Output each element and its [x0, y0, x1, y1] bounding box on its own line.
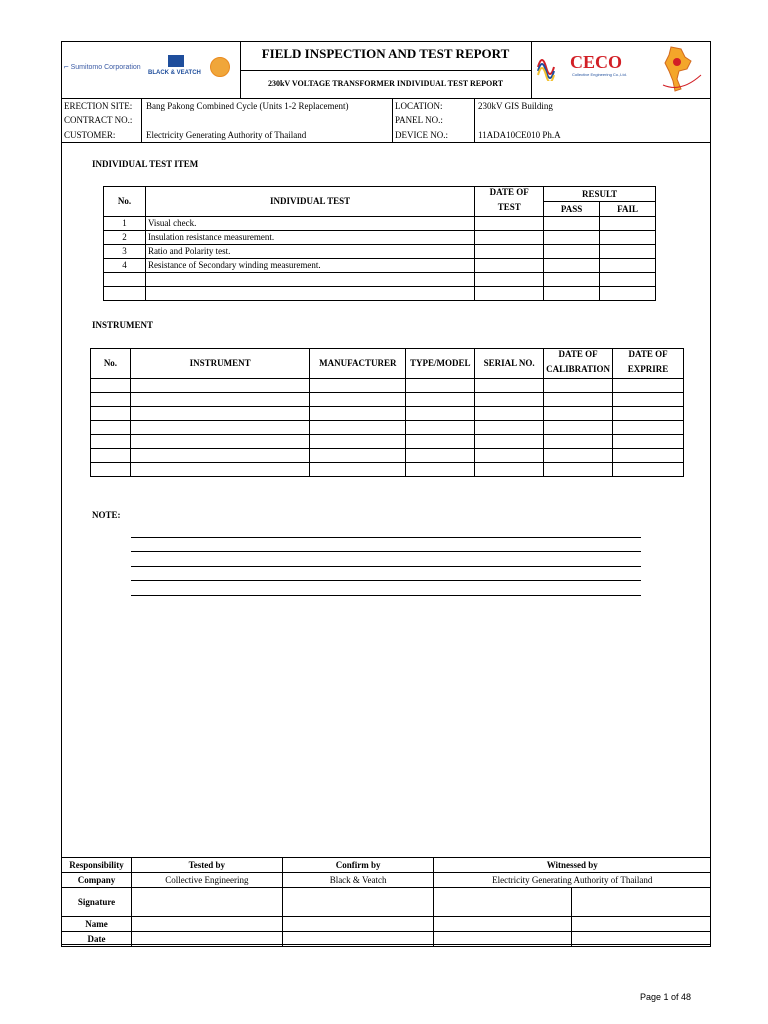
note-line[interactable] [131, 566, 641, 567]
name-witness-field-1[interactable] [434, 917, 572, 932]
witnessed-by-label: Witnessed by [434, 858, 711, 873]
instrument-serial-field[interactable] [475, 407, 544, 421]
instrument-no-field[interactable] [91, 407, 131, 421]
test-row-name: Resistance of Secondary winding measurement. [145, 259, 474, 273]
instrument-no-field[interactable] [91, 435, 131, 449]
header-divider [61, 98, 711, 99]
date-witness-field-1[interactable] [434, 932, 572, 947]
signoff-table [61, 857, 711, 947]
sumitomo-mark-icon: ⌐ [64, 62, 69, 71]
instrument-serial-field[interactable] [475, 421, 544, 435]
col-serial: SERIAL NO. [475, 349, 544, 379]
instrument-no-field[interactable] [91, 421, 131, 435]
test-row-pass-field[interactable] [544, 245, 600, 259]
instrument-calibration-field[interactable] [544, 449, 613, 463]
test-row-pass-field[interactable] [544, 287, 600, 301]
note-line[interactable] [131, 595, 641, 596]
instrument-manufacturer-field[interactable] [310, 449, 406, 463]
instrument-manufacturer-field[interactable] [310, 435, 406, 449]
instrument-expire-field[interactable] [613, 421, 684, 435]
instrument-serial-field[interactable] [475, 393, 544, 407]
test-row-no [104, 287, 146, 301]
instrument-row [91, 379, 684, 393]
responsibility-label: Responsibility [62, 858, 132, 873]
test-row-no: 1 [104, 217, 146, 231]
instrument-instrument-field[interactable] [130, 449, 309, 463]
col-inst-no: No. [91, 349, 131, 379]
instrument-serial-field[interactable] [475, 379, 544, 393]
instrument-expire-field[interactable] [613, 449, 684, 463]
instrument-no-field[interactable] [91, 393, 131, 407]
erection-site-value: Bang Pakong Combined Cycle (Units 1-2 Replacement) [146, 101, 349, 111]
instrument-type-field[interactable] [406, 435, 475, 449]
company-tested: Collective Engineering [131, 873, 282, 888]
signature-label: Signature [62, 888, 132, 917]
instrument-serial-field[interactable] [475, 435, 544, 449]
logo-group-left [64, 58, 239, 88]
note-line[interactable] [131, 580, 641, 581]
tested-by-label: Tested by [131, 858, 282, 873]
test-row-pass-field[interactable] [544, 217, 600, 231]
instrument-no-field[interactable] [91, 379, 131, 393]
col-date: DATE OF TEST [475, 187, 544, 217]
instrument-calibration-field[interactable] [544, 463, 613, 477]
instrument-type-field[interactable] [406, 449, 475, 463]
customer-value: Electricity Generating Authority of Thailand [146, 130, 307, 140]
note-label: NOTE: [92, 510, 121, 520]
instrument-expire-field[interactable] [613, 379, 684, 393]
col-test: INDIVIDUAL TEST [145, 187, 474, 217]
instrument-type-field[interactable] [406, 379, 475, 393]
instrument-row [91, 463, 684, 477]
confirm-by-label: Confirm by [282, 858, 434, 873]
title-divider [240, 70, 531, 71]
test-row-no: 2 [104, 231, 146, 245]
instrument-row [91, 449, 684, 463]
location-value: 230kV GIS Building [478, 101, 553, 111]
info-col-1 [141, 98, 142, 142]
instrument-manufacturer-field[interactable] [310, 379, 406, 393]
instrument-calibration-field[interactable] [544, 421, 613, 435]
device-value: 11ADA10CE010 Ph.A [478, 130, 561, 140]
signature-witness-field-2[interactable] [572, 888, 711, 917]
instrument-row [91, 407, 684, 421]
test-row [104, 259, 656, 273]
instrument-calibration-field[interactable] [544, 393, 613, 407]
instrument-heading: INSTRUMENT [92, 320, 154, 330]
col-fail: FAIL [600, 202, 656, 217]
test-row-fail-field[interactable] [600, 273, 656, 287]
test-row-name [145, 273, 474, 287]
date-tested-field[interactable] [131, 932, 282, 947]
company-label: Company [62, 873, 132, 888]
name-witness-field-2[interactable] [572, 917, 711, 932]
date-label: Date [62, 932, 132, 947]
instrument-expire-field[interactable] [613, 407, 684, 421]
col-result: RESULT [544, 187, 656, 202]
note-line[interactable] [131, 537, 641, 538]
test-row-name [145, 287, 474, 301]
instrument-calibration-field[interactable] [544, 379, 613, 393]
instrument-instrument-field[interactable] [130, 421, 309, 435]
report-frame [61, 41, 711, 945]
instrument-table [90, 348, 684, 477]
col-type: TYPE/MODEL [406, 349, 475, 379]
sumitomo-logo: ⌐ Sumitomo Corporation [64, 62, 141, 71]
test-row-no: 3 [104, 245, 146, 259]
test-row-date-field[interactable] [475, 245, 544, 259]
test-items-heading: INDIVIDUAL TEST ITEM [92, 159, 199, 169]
instrument-manufacturer-field[interactable] [310, 421, 406, 435]
instrument-type-field[interactable] [406, 421, 475, 435]
instrument-manufacturer-field[interactable] [310, 407, 406, 421]
ceco-subtitle: Collective Engineering Co.,Ltd. [572, 72, 627, 77]
instrument-calibration-field[interactable] [544, 407, 613, 421]
test-row-date-field[interactable] [475, 273, 544, 287]
info-divider [61, 142, 711, 143]
test-row-fail-field[interactable] [600, 259, 656, 273]
customer-label: CUSTOMER: [64, 130, 116, 140]
test-row [104, 287, 656, 301]
instrument-row [91, 393, 684, 407]
instrument-type-field[interactable] [406, 393, 475, 407]
test-row-name: Ratio and Polarity test. [145, 245, 474, 259]
test-row-fail-field[interactable] [600, 245, 656, 259]
test-row-date-field[interactable] [475, 259, 544, 273]
instrument-row [91, 435, 684, 449]
instrument-instrument-field[interactable] [130, 435, 309, 449]
test-row-name: Visual check. [145, 217, 474, 231]
erection-site-label: ERECTION SITE: [64, 101, 133, 111]
name-tested-field[interactable] [131, 917, 282, 932]
instrument-serial-field[interactable] [475, 449, 544, 463]
company-witness: Electricity Generating Authority of Thailand [434, 873, 711, 888]
test-row-name: Insulation resistance measurement. [145, 231, 474, 245]
device-label: DEVICE NO.: [395, 130, 448, 140]
instrument-no-field[interactable] [91, 463, 131, 477]
report-subtitle: 230kV VOLTAGE TRANSFORMER INDIVIDUAL TEST REPORT [267, 79, 504, 88]
instrument-instrument-field[interactable] [130, 379, 309, 393]
contract-label: CONTRACT NO.: [64, 115, 133, 125]
test-row-fail-field[interactable] [600, 217, 656, 231]
instrument-instrument-field[interactable] [130, 407, 309, 421]
test-items-table [103, 186, 656, 301]
bv-mark-icon [168, 55, 184, 67]
test-row-no: 4 [104, 259, 146, 273]
col-calibration: DATE OF CALIBRATION [544, 349, 613, 379]
instrument-instrument-field[interactable] [130, 393, 309, 407]
test-row-date-field[interactable] [475, 231, 544, 245]
signature-tested-field[interactable] [131, 888, 282, 917]
col-manufacturer: MANUFACTURER [310, 349, 406, 379]
bv-logo: BLACK & VEATCH [148, 70, 201, 76]
it-logo-icon [210, 57, 230, 77]
info-col-3 [474, 98, 475, 142]
panel-label: PANEL NO.: [395, 115, 443, 125]
note-line[interactable] [131, 551, 641, 552]
header-right-divider [531, 41, 532, 98]
instrument-no-field[interactable] [91, 449, 131, 463]
info-col-2 [392, 98, 393, 142]
test-row-no [104, 273, 146, 287]
col-no: No. [104, 187, 146, 217]
test-row-fail-field[interactable] [600, 287, 656, 301]
instrument-expire-field[interactable] [613, 393, 684, 407]
thailand-map-logo-icon [657, 45, 703, 95]
signature-confirm-field[interactable] [282, 888, 434, 917]
name-confirm-field[interactable] [282, 917, 434, 932]
instrument-type-field[interactable] [406, 407, 475, 421]
date-witness-field-2[interactable] [572, 932, 711, 947]
instrument-calibration-field[interactable] [544, 435, 613, 449]
page-number: Page 1 of 48 [640, 992, 692, 1002]
instrument-instrument-field[interactable] [130, 463, 309, 477]
report-title: FIELD INSPECTION AND TEST REPORT [261, 46, 510, 61]
instrument-expire-field[interactable] [613, 463, 684, 477]
instrument-manufacturer-field[interactable] [310, 463, 406, 477]
test-row [104, 231, 656, 245]
test-row-date-field[interactable] [475, 217, 544, 231]
instrument-row [91, 421, 684, 435]
test-row-pass-field[interactable] [544, 273, 600, 287]
test-row [104, 217, 656, 231]
col-instrument: INSTRUMENT [130, 349, 309, 379]
date-confirm-field[interactable] [282, 932, 434, 947]
instrument-type-field[interactable] [406, 463, 475, 477]
instrument-manufacturer-field[interactable] [310, 393, 406, 407]
col-expire: DATE OF EXPRIRE [613, 349, 684, 379]
test-row-pass-field[interactable] [544, 231, 600, 245]
col-pass: PASS [544, 202, 600, 217]
test-row-pass-field[interactable] [544, 259, 600, 273]
test-row-fail-field[interactable] [600, 231, 656, 245]
location-label: LOCATION: [395, 101, 443, 111]
test-row [104, 273, 656, 287]
ceco-logo: CECO [570, 52, 623, 72]
instrument-expire-field[interactable] [613, 435, 684, 449]
name-label: Name [62, 917, 132, 932]
test-row [104, 245, 656, 259]
signature-witness-field-1[interactable] [434, 888, 572, 917]
test-row-date-field[interactable] [475, 287, 544, 301]
company-confirm: Black & Veatch [282, 873, 434, 888]
instrument-serial-field[interactable] [475, 463, 544, 477]
